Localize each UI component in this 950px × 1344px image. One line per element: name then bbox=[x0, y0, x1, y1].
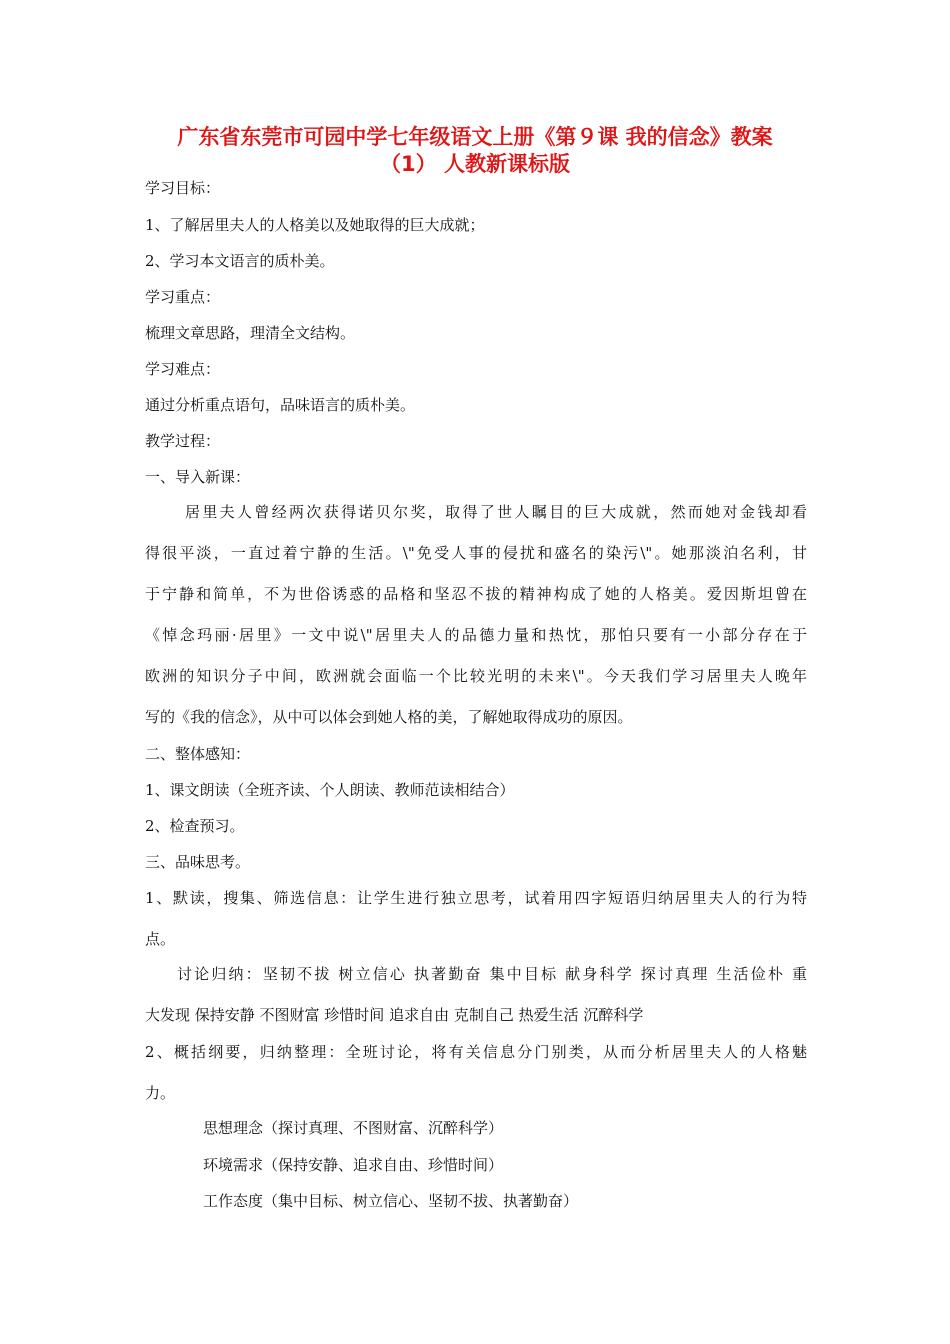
category-item: 思想理念（探讨真理、不图财富、沉醉科学） bbox=[203, 1119, 504, 1137]
category-item: 环境需求（保持安静、追求自由、珍惜时间） bbox=[203, 1156, 504, 1174]
section-heading-think: 三、品味思考。 bbox=[145, 853, 251, 871]
heading-key-points: 学习重点： bbox=[145, 288, 221, 306]
category-item: 工作态度（集中目标、树立信心、坚韧不拔、执著勤奋） bbox=[203, 1192, 579, 1210]
goal-item-1: 1、了解居里夫人的人格美以及她取得的巨大成就； bbox=[145, 216, 485, 234]
section-heading-overview: 二、整体感知： bbox=[145, 745, 251, 763]
section-heading-intro: 一、导入新课： bbox=[145, 468, 251, 486]
think-item-1-line: 点。 bbox=[145, 930, 176, 948]
discussion-summary-line: 讨论归纳：坚韧不拔 树立信心 执著勤奋 集中目标 献身科学 探讨真理 生活俭朴 重 bbox=[177, 965, 807, 983]
key-point-text: 梳理文章思路，理清全文结构。 bbox=[145, 324, 356, 342]
overview-item-2: 2、检查预习。 bbox=[145, 817, 245, 835]
intro-paragraph-line: 得很平淡，一直过着宁静的生活。\"免受人事的侵扰和盛名的染污\"。她那淡泊名利，甘 bbox=[145, 544, 807, 562]
overview-item-1: 1、课文朗读（全班齐读、个人朗读、教师范读相结合） bbox=[145, 781, 515, 799]
intro-paragraph-line: 于宁静和简单，不为世俗诱惑的品格和坚忍不拔的精神构成了她的人格美。爱因斯坦曾在 bbox=[145, 585, 807, 603]
intro-paragraph-line: 欧洲的知识分子中间，欧洲就会面临一个比较光明的未来\"。今天我们学习居里夫人晚年 bbox=[145, 667, 807, 685]
think-item-2-line: 2、概括纲要，归纳整理：全班讨论，将有关信息分门别类，从而分析居里夫人的人格魅 bbox=[145, 1043, 807, 1061]
document-title-line-1: 广东省东莞市可园中学七年级语文上册《第９课 我的信念》教案 bbox=[177, 125, 773, 149]
think-item-2-line: 力。 bbox=[145, 1084, 176, 1102]
intro-paragraph-line: 写的《我的信念》，从中可以体会到她人格的美，了解她取得成功的原因。 bbox=[145, 708, 633, 726]
difficulty-text: 通过分析重点语句，品味语言的质朴美。 bbox=[145, 396, 416, 414]
heading-teaching-process: 教学过程： bbox=[145, 432, 221, 450]
goal-item-2: 2、学习本文语言的质朴美。 bbox=[145, 252, 335, 270]
document-title-line-2: （1） 人教新课标版 bbox=[380, 152, 570, 176]
heading-learning-goals: 学习目标： bbox=[145, 179, 221, 197]
discussion-summary-line: 大发现 保持安静 不图财富 珍惜时间 追求自由 克制自己 热爱生活 沉醉科学 bbox=[145, 1006, 644, 1024]
heading-difficulties: 学习难点： bbox=[145, 360, 221, 378]
intro-paragraph-line: 居里夫人曾经两次获得诺贝尔奖，取得了世人瞩目的巨大成就，然而她对金钱却看 bbox=[185, 503, 807, 521]
intro-paragraph-line: 《悼念玛丽·居里》一文中说\"居里夫人的品德力量和热忱，那怕只要有一小部分存在于 bbox=[145, 626, 807, 644]
think-item-1-line: 1、默读，搜集、筛选信息：让学生进行独立思考，试着用四字短语归纳居里夫人的行为特 bbox=[145, 889, 807, 907]
